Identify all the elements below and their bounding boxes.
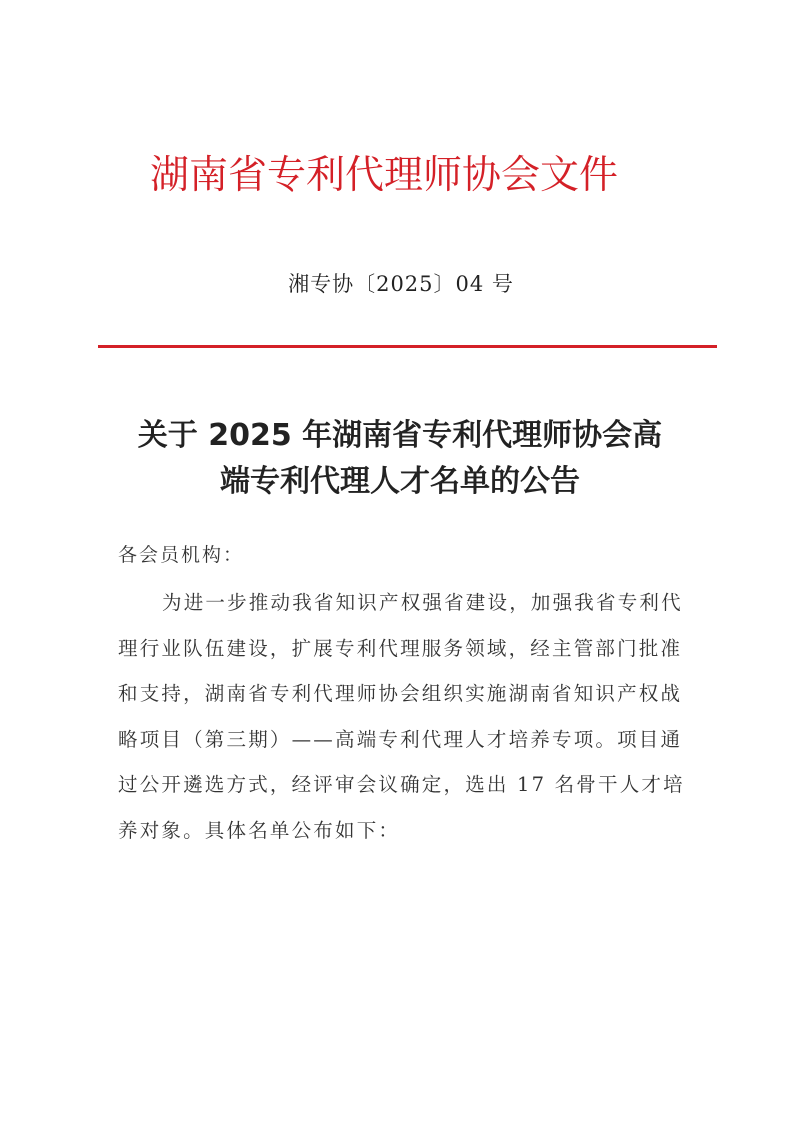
issuer-header-title: 湖南省专利代理师协会文件	[150, 153, 619, 198]
document-number: 湘专协〔2025〕04 号	[288, 272, 514, 296]
body-line: 和支持，湖南省专利代理师协会组织实施湖南省知识产权战	[118, 682, 683, 705]
body-line: 略项目（第三期）——高端专利代理人才培养专项。项目通	[118, 727, 683, 751]
red-divider-rule	[98, 345, 717, 348]
body-line: 为进一步推动我省知识产权强省建设，加强我省专利代	[162, 591, 683, 614]
notice-title-line-1: 关于 2025 年湖南省专利代理师协会高	[137, 418, 663, 453]
notice-title-line-2: 端专利代理人才名单的公告	[220, 464, 580, 499]
body-line: 养对象。具体名单公布如下：	[118, 818, 401, 842]
body-line: 过公开遴选方式，经评审会议确定，选出 17 名骨干人才培	[118, 773, 685, 796]
notice-title	[100, 413, 700, 505]
body-line: 理行业队伍建设，扩展专利代理服务领域，经主管部门批准	[118, 636, 683, 660]
salutation: 各会员机构：	[118, 544, 245, 566]
body-paragraph	[118, 580, 692, 853]
